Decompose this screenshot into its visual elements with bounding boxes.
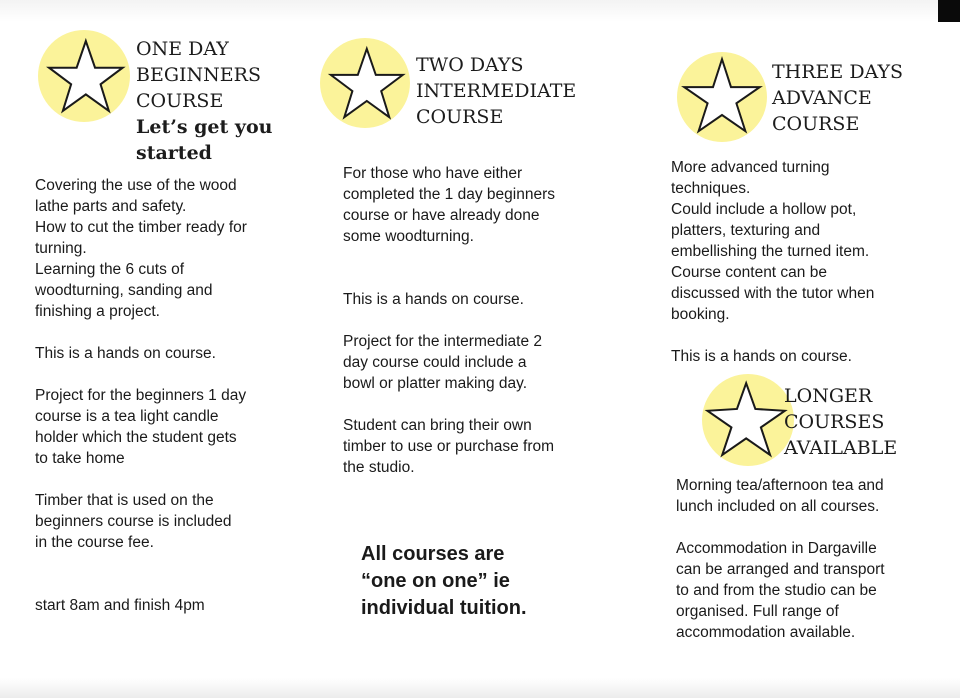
body-line: bowl or platter making day. bbox=[343, 375, 528, 392]
body-line: completed the 1 day beginners bbox=[343, 186, 555, 203]
body-line: course is a tea light candle bbox=[35, 408, 219, 425]
body-line: This is a hands on course. bbox=[343, 291, 524, 308]
heading-line: ONE DAY bbox=[136, 38, 229, 60]
body-line: to and from the studio can be bbox=[676, 582, 877, 599]
callout-line: individual tuition. bbox=[361, 597, 527, 619]
star-icon bbox=[702, 374, 794, 466]
heading-line: BEGINNERS bbox=[136, 64, 261, 86]
body-line: Project for the intermediate 2 bbox=[343, 333, 543, 350]
heading-one-day bbox=[136, 36, 272, 166]
heading-line: ADVANCE bbox=[772, 87, 872, 109]
body-line: Accommodation in Dargaville bbox=[676, 540, 877, 557]
body-line: in the course fee. bbox=[35, 534, 154, 551]
body-line: course or have already done bbox=[343, 207, 540, 224]
body-line: embellishing the turned item. bbox=[671, 243, 870, 260]
body-line: Timber that is used on the bbox=[35, 492, 214, 509]
body-line: platters, texturing and bbox=[671, 222, 821, 239]
col2-body bbox=[343, 163, 613, 478]
star-badge-three-days bbox=[677, 52, 767, 142]
star-badge-one-day bbox=[38, 30, 130, 122]
body-line: the studio. bbox=[343, 459, 415, 476]
body-line: day course could include a bbox=[343, 354, 527, 371]
body-line: turning. bbox=[35, 240, 87, 257]
heading-line: COURSES bbox=[784, 411, 885, 433]
longer-body bbox=[676, 475, 946, 643]
heading-line: COURSE bbox=[416, 106, 504, 128]
body-line: techniques. bbox=[671, 180, 751, 197]
body-line: some woodturning. bbox=[343, 228, 474, 245]
body-line: start 8am and finish 4pm bbox=[35, 597, 205, 614]
star-icon bbox=[677, 52, 767, 142]
col1-body bbox=[35, 175, 305, 616]
heading-line: THREE DAYS bbox=[772, 61, 904, 83]
star-icon bbox=[320, 38, 410, 128]
body-line: can be arranged and transport bbox=[676, 561, 885, 578]
heading-two-days bbox=[416, 52, 576, 130]
body-line: lunch included on all courses. bbox=[676, 498, 880, 515]
body-line: How to cut the timber ready for bbox=[35, 219, 247, 236]
heading-line: TWO DAYS bbox=[416, 54, 524, 76]
one-on-one-callout bbox=[361, 541, 601, 622]
body-line: discussed with the tutor when bbox=[671, 285, 875, 302]
body-line: finishing a project. bbox=[35, 303, 160, 320]
heading-line: COURSE bbox=[136, 90, 224, 112]
callout-line: All courses are bbox=[361, 543, 505, 565]
body-line: woodturning, sanding and bbox=[35, 282, 213, 299]
body-line: Student can bring their own bbox=[343, 417, 532, 434]
star-icon bbox=[38, 30, 130, 122]
body-line: For those who have either bbox=[343, 165, 523, 182]
body-line: holder which the student gets bbox=[35, 429, 237, 446]
heading-line: INTERMEDIATE bbox=[416, 80, 577, 102]
callout-line: “one on one” ie bbox=[361, 570, 510, 592]
heading-line: LONGER bbox=[784, 385, 873, 407]
body-line: accommodation available. bbox=[676, 624, 856, 641]
heading-three-days bbox=[772, 59, 903, 137]
body-line: Course content can be bbox=[671, 264, 827, 281]
heading-longer-courses bbox=[784, 383, 897, 461]
col3-body bbox=[671, 157, 941, 367]
star-badge-longer bbox=[702, 374, 794, 466]
body-line: More advanced turning bbox=[671, 159, 830, 176]
body-line: timber to use or purchase from bbox=[343, 438, 555, 455]
body-line: beginners course is included bbox=[35, 513, 232, 530]
body-line: Project for the beginners 1 day bbox=[35, 387, 247, 404]
body-line: lathe parts and safety. bbox=[35, 198, 187, 215]
body-line: to take home bbox=[35, 450, 125, 467]
body-line: Could include a hollow pot, bbox=[671, 201, 857, 218]
body-line: Covering the use of the wood bbox=[35, 177, 237, 194]
heading-line: AVAILABLE bbox=[784, 437, 898, 459]
body-line: booking. bbox=[671, 306, 730, 323]
body-line: Morning tea/afternoon tea and bbox=[676, 477, 884, 494]
subheading-line: started bbox=[136, 142, 212, 164]
body-line: organised. Full range of bbox=[676, 603, 839, 620]
body-line: This is a hands on course. bbox=[671, 348, 852, 365]
body-line: Learning the 6 cuts of bbox=[35, 261, 185, 278]
heading-line: COURSE bbox=[772, 113, 860, 135]
body-line: This is a hands on course. bbox=[35, 345, 216, 362]
star-badge-two-days bbox=[320, 38, 410, 128]
subheading-line: Let’s get you bbox=[136, 116, 273, 138]
